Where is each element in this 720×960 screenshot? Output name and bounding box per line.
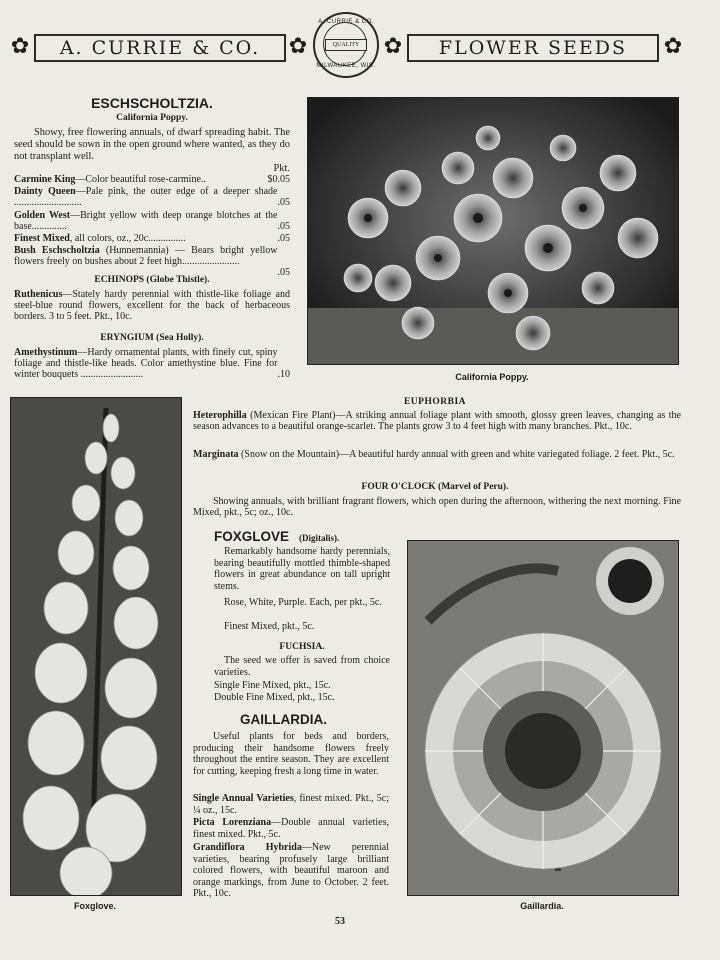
item-price: .05 <box>277 197 290 209</box>
rosette-icon: ✿ <box>663 33 683 58</box>
eryngium-title: ERYNGIUM (Sea Holly). <box>100 333 204 343</box>
euphorbia-title: EUPHORBIA <box>403 397 467 407</box>
item-price: $0.05 <box>267 174 290 185</box>
list-item <box>14 233 290 244</box>
item-desc: (Mexican Fire Plant)—A striking annual foliage plant with smooth, glossy green leaves, changing as the season advances to a beautiful orange-scarlet. The plants grow 3 to 4 feet high with many branches. Pkt., 10c. <box>193 410 681 433</box>
euphorbia-item-marginata <box>193 449 681 460</box>
seal-bottom-text: MILWAUKEE, WIS. <box>316 63 376 69</box>
gaillardia-item-grandiflora <box>193 842 389 900</box>
quality-seal <box>313 12 379 78</box>
section-name: FLOWER SEEDS <box>438 37 628 59</box>
pkt-label: Pkt. <box>273 163 290 174</box>
fuchsia-price-2: Double Fine Mixed, pkt., 15c. <box>214 692 335 703</box>
eryngium-name: Amethystinum <box>14 347 78 358</box>
euphorbia-item-heterophilla <box>193 410 681 432</box>
gaillardia-illustration <box>408 541 678 895</box>
item-name: Golden West <box>14 209 71 221</box>
eschscholtzia-subtitle: California Poppy. <box>116 113 188 123</box>
item-price: .05 <box>277 233 290 245</box>
echinops-desc: —Stately hardy perennial with thistle-like foliage and steel-blue round flowers, excellent for the back of herbaceous borders. 3 to 5 feet. Pkt., 10c. <box>14 289 290 323</box>
foxglove-illustration <box>11 398 181 895</box>
eschscholtzia-intro-text: Showy, free flowering annuals, of dwarf spreading habit. The seed should be sown in the open ground where wanted, as they do not transplant well. <box>14 127 290 162</box>
item-desc: —Bright yellow with deep orange blotches at the base.............. <box>14 209 278 232</box>
gaillardia-desc: Useful plants for beds and borders, producing their handsome flowers freely throughout the entire season. They are excellent for cutting, keeping fresh a long time in water. <box>193 731 389 777</box>
rosette-icon: ✿ <box>288 33 308 58</box>
california-poppy-photo <box>307 97 679 365</box>
item-name: Grandiflora Hybrida <box>193 842 302 853</box>
foxglove-desc: Remarkably handsome hardy perennials, bearing beautifully mottled thimble-shaped flowers in great abundance on tall upright stems. <box>214 546 390 592</box>
foxglove-title: FOXGLOVE <box>214 529 290 544</box>
item-name: Dainty Queen <box>14 186 76 198</box>
california-poppy-caption: California Poppy. <box>455 372 529 382</box>
foxglove-heading <box>214 528 394 546</box>
company-name-box <box>34 34 286 62</box>
item-name: Marginata <box>193 449 239 460</box>
item-name: Single Annual Varieties <box>193 793 294 804</box>
list-item <box>14 186 290 208</box>
company-name: A. CURRIE & CO. <box>59 37 261 59</box>
eschscholtzia-title: ESCHSCHOLTZIA. <box>91 95 213 111</box>
item-price: .05 <box>277 220 290 232</box>
echinops-name: Ruthenicus <box>14 289 63 300</box>
eryngium-desc: —Hardy ornamental plants, with finely cut, spiny foliage and thistle-like heads. Color amethystine blue. Fine for winter bouquets ......................... <box>14 347 278 381</box>
foxglove-subtitle: (Digitalis). <box>299 533 340 543</box>
item-desc: —New perennial varieties, bearing profusely large brilliant colored flowers, with beautiful maroon and orange markings, from June to October. 2 feet. Pkt., 10c. <box>193 842 389 900</box>
item-desc: (Snow on the Mountain)—A beautiful hardy annual with green and white variegated foliage. 2 feet. Pkt., 5c. <box>238 449 675 460</box>
gaillardia-item-picta <box>193 817 389 840</box>
four-oclock-desc: Showing annuals, with brilliant fragrant flowers, which open during the afternoon, withering the next morning. Fine Mixed, pkt., 5c; oz., 10c. <box>193 496 681 519</box>
item-name: Carmine King <box>14 174 76 185</box>
item-desc: , all colors, oz., 20c............... <box>69 233 186 245</box>
seal-quality-label: QUALITY <box>325 39 367 51</box>
gaillardia-title: GAILLARDIA. <box>240 712 327 727</box>
gaillardia-item-single <box>193 793 389 816</box>
gaillardia-caption: Gaillardia. <box>520 901 564 911</box>
foxglove-price-2: Finest Mixed, pkt., 5c. <box>224 621 315 632</box>
foxglove-caption: Foxglove. <box>73 901 116 911</box>
item-name: Finest Mixed <box>14 233 70 245</box>
rosette-icon: ✿ <box>383 33 403 58</box>
foxglove-photo <box>10 397 182 896</box>
item-name: Picta Lorenziana <box>193 817 272 828</box>
page-number: 53 <box>335 916 345 927</box>
seal-top-text: A. CURRIE & CO. <box>318 19 374 25</box>
echinops-title: ECHINOPS (Globe Thistle). <box>94 275 210 285</box>
fuchsia-title: FUCHSIA. <box>279 642 325 652</box>
fuchsia-price-1: Single Fine Mixed, pkt., 15c. <box>214 680 331 691</box>
list-item <box>14 210 290 232</box>
foxglove-price-1: Rose, White, Purple. Each, per pkt., 5c. <box>224 597 382 608</box>
item-name: Heterophilla <box>193 410 247 421</box>
eschscholtzia-intro <box>14 127 290 162</box>
gaillardia-photo <box>407 540 679 896</box>
item-desc: —Double annual varieties, finest mixed. Pkt., 5c. <box>193 817 389 840</box>
eschscholtzia-list <box>14 174 290 278</box>
four-oclock-title: FOUR O'CLOCK (Marvel of Peru). <box>361 482 509 492</box>
eryngium-text <box>14 347 290 381</box>
rosette-icon: ✿ <box>10 33 30 58</box>
item-name: Bush Eschscholtzia <box>14 245 100 257</box>
item-price: .05 <box>277 267 290 279</box>
section-name-box <box>407 34 659 62</box>
fuchsia-desc: The seed we offer is saved from choice varieties. <box>214 655 390 678</box>
echinops-text <box>14 289 290 323</box>
eryngium-price: .10 <box>277 369 290 380</box>
list-item <box>14 174 290 185</box>
item-desc: —Pale pink, the outer edge of a deeper shade ........................... <box>14 186 278 209</box>
item-desc: (Hunnemannia) — Bears bright yellow flowers freely on bushes about 2 feet high....................... <box>14 245 278 268</box>
item-desc: —Color beautiful rose-carmine.. <box>75 174 206 185</box>
poppy-illustration <box>308 98 678 364</box>
list-item <box>14 245 290 279</box>
item-desc: , finest mixed. Pkt., 5c; ¼ oz., 15c. <box>193 793 389 816</box>
